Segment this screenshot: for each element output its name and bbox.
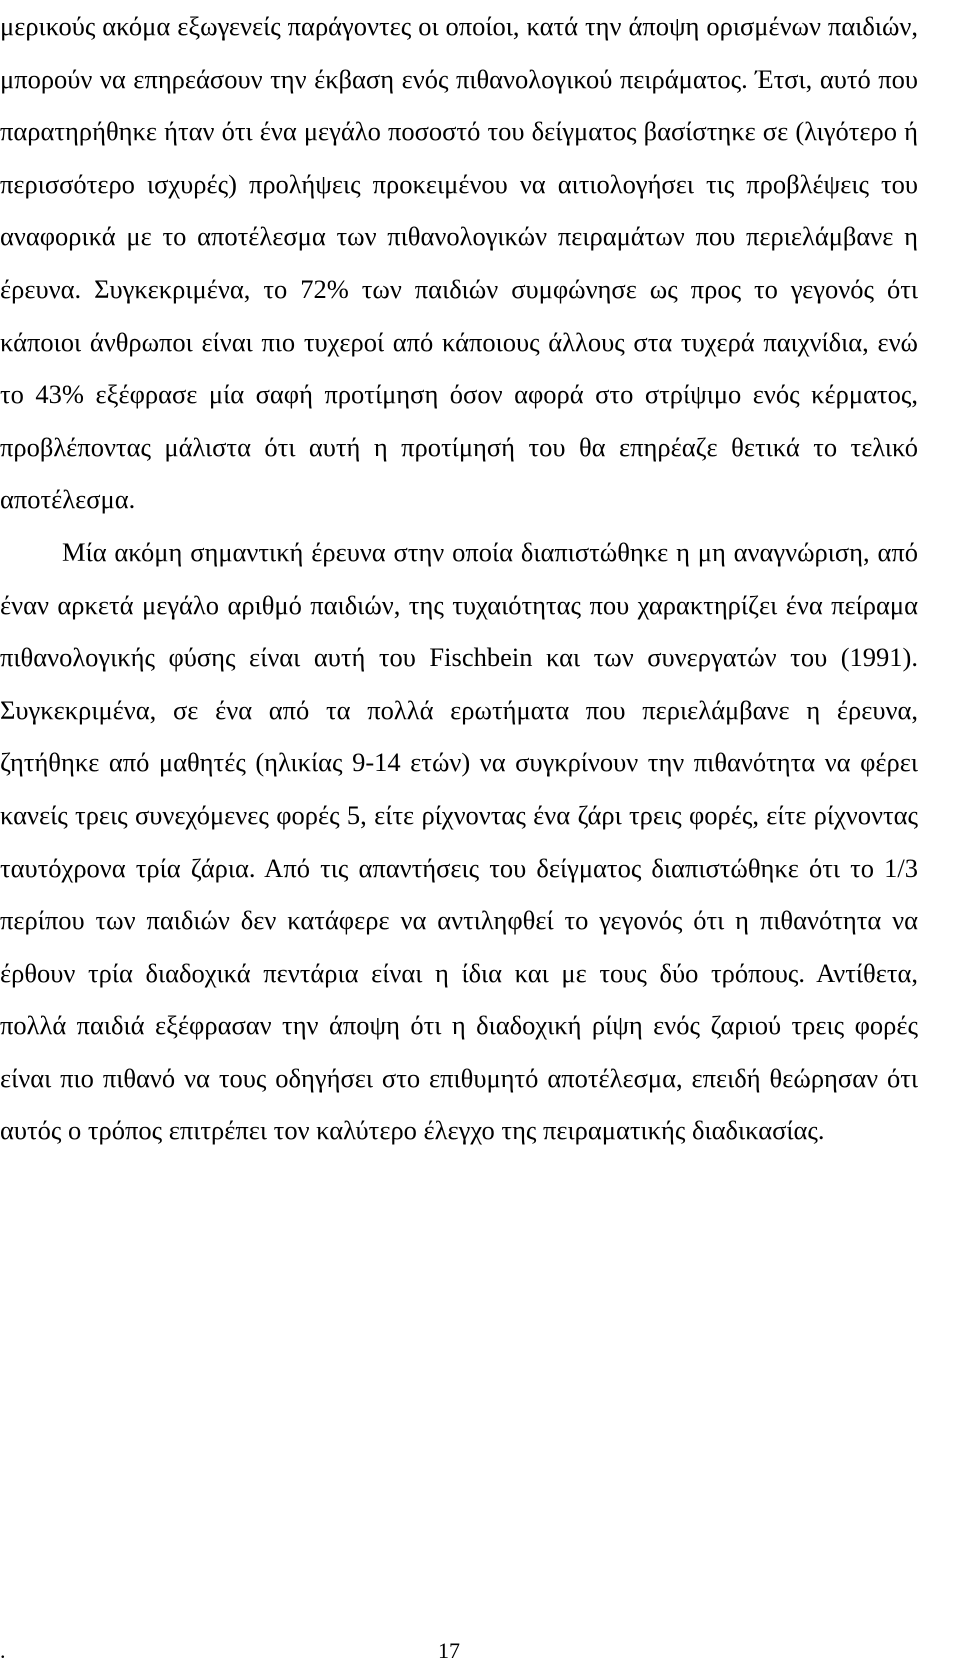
page-number: 17 xyxy=(438,1638,460,1663)
footer-mark: . xyxy=(0,1638,6,1663)
paragraph-1: μερικούς ακόμα εξωγενείς παράγοντες οι οποίοι, κατά την άποψη ορισμένων παιδιών, μπορούν να επηρεάσουν την έκβαση ενός πιθανολογικού πειράματος. Έτσι, αυτό που παρατηρήθηκε ήταν ότι ένα μεγάλο ποσοστό του δείγματος βασίστηκε σε (λιγότερο ή περισσότερο ισχυρές) προλήψεις προκειμένου να αιτιολογήσει τις προβλέψεις του αναφορικά με το αποτέλεσμα των πιθανολογικών πειραμάτων που περιελάμβανε η έρευνα. Συγκεκριμένα, το 72% των παιδιών συμφώνησε ως προς το γεγονός ότι κάποιοι άνθρωποι είναι πιο τυχεροί από κάποιους άλλους στα τυχερά παιχνίδια, ενώ το 43% εξέφρασε μία σαφή προτίμηση όσον αφορά στο στρίψιμο ενός κέρματος, προβλέποντας μάλιστα ότι αυτή η προτίμησή του θα επηρέαζε θετικά το τελικό αποτέλεσμα. xyxy=(0,11,918,515)
paragraph-2: Μία ακόμη σημαντική έρευνα στην οποία διαπιστώθηκε η μη αναγνώριση, από έναν αρκετά μεγάλο αριθμό παιδιών, της τυχαιότητας που χαρακτηρίζει ένα πείραμα πιθανολογικής φύσης είναι αυτή του Fischbein και των συνεργατών του (1991). Συγκεκριμένα, σε ένα από τα πολλά ερωτήματα που περιελάμβανε η έρευνα, ζητήθηκε από μαθητές (ηλικίας 9-14 ετών) να συγκρίνουν την πιθανότητα να φέρει κανείς τρεις συνεχόμενες φορές 5, είτε ρίχνοντας ένα ζάρι τρεις φορές, είτε ρίχνοντας ταυτόχρονα τρία ζάρια. Από τις απαντήσεις του δείγματος διαπιστώθηκε ότι το 1/3 περίπου των παιδιών δεν κατάφερε να αντιληφθεί το γεγονός ότι η πιθανότητα να έρθουν τρία διαδοχικά πεντάρια είναι η ίδια και με τους δύο τρόπους. Αντίθετα, πολλά παιδιά εξέφρασαν την άποψη ότι η διαδοχική ρίψη ενός ζαριού τρεις φορές είναι πιο πιθανό να τους οδηγήσει στο επιθυμητό αποτέλεσμα, επειδή θεώρησαν ότι αυτός ο τρόπος επιτρέπει τον καλύτερο έλεγχο της πειραματικής διαδικασίας. xyxy=(0,536,918,1146)
